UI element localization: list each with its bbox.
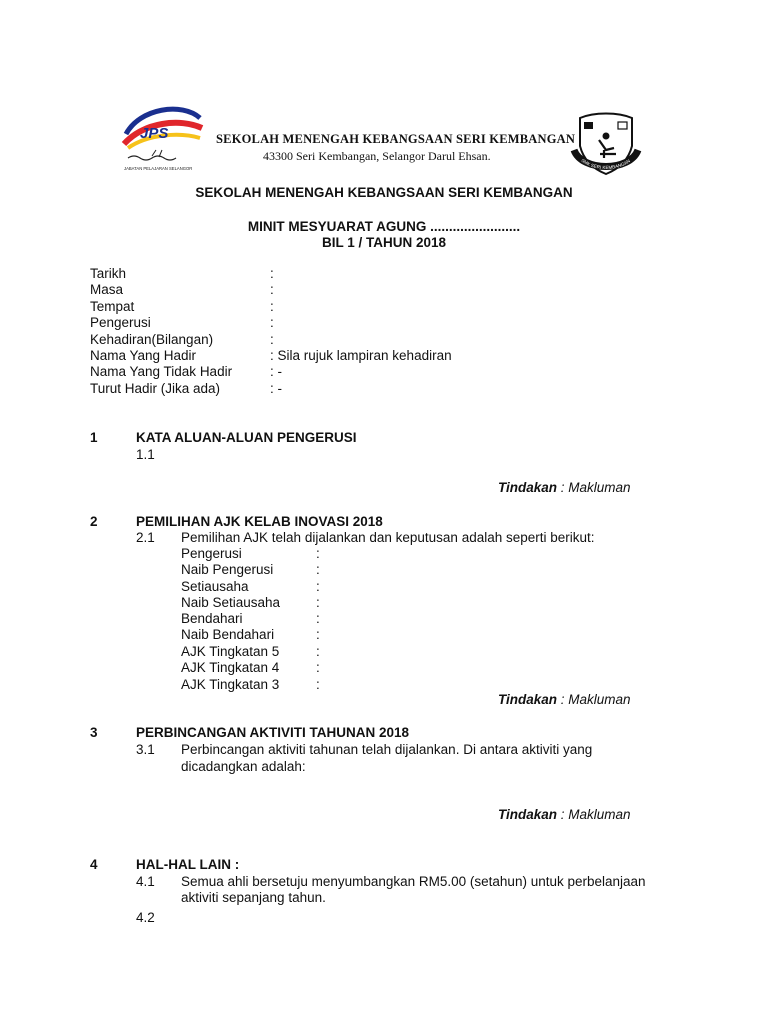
crest-ring-text: SMK SERI KEMBANGAN bbox=[580, 157, 632, 171]
role-label: AJK Tingkatan 4 bbox=[181, 660, 280, 675]
item-text: Pemilihan AJK telah dijalankan dan keputusan adalah seperti berikut: bbox=[181, 530, 595, 545]
item-text-continued: aktiviti sepanjang tahun. bbox=[181, 890, 326, 905]
item-number: 3.1 bbox=[136, 742, 155, 757]
role-colon: : bbox=[316, 546, 320, 561]
jps-logo-caption: JABATAN PELAJARAN SELANGOR bbox=[124, 166, 193, 171]
item-text-continued: dicadangkan adalah: bbox=[181, 759, 306, 774]
school-crest bbox=[566, 110, 646, 180]
item-text: Semua ahli bersetuju menyumbangkan RM5.00 (setahun) untuk perbelanjaan bbox=[181, 874, 646, 889]
role-colon: : bbox=[316, 677, 320, 692]
action-value: : Makluman bbox=[557, 807, 631, 822]
role-colon: : bbox=[316, 611, 320, 626]
role-label: Pengerusi bbox=[181, 546, 242, 561]
detail-value: : bbox=[270, 332, 274, 347]
jps-logo-text: JPS bbox=[140, 125, 169, 142]
section-number: 1 bbox=[90, 430, 98, 445]
section-title: HAL-HAL LAIN : bbox=[136, 857, 240, 872]
heading-subtitle: BIL 1 / TAHUN 2018 bbox=[321, 235, 447, 250]
detail-label: Masa bbox=[90, 282, 124, 297]
letterhead-school-name: SEKOLAH MENENGAH KEBANGSAAN SERI KEMBANGAN bbox=[216, 132, 576, 146]
detail-label: Pengerusi bbox=[90, 315, 151, 330]
role-colon: : bbox=[316, 562, 320, 577]
detail-value: : - bbox=[270, 364, 282, 379]
action-label: Tindakan bbox=[498, 692, 558, 707]
action-line bbox=[498, 692, 631, 708]
detail-label: Turut Hadir (Jika ada) bbox=[90, 381, 221, 396]
section-title: PEMILIHAN AJK KELAB INOVASI 2018 bbox=[136, 514, 383, 529]
role-colon: : bbox=[316, 627, 320, 642]
role-label: Naib Bendahari bbox=[181, 627, 275, 642]
action-value: : Makluman bbox=[557, 692, 631, 707]
jps-logo bbox=[120, 104, 206, 178]
item-number: 1.1 bbox=[136, 447, 155, 462]
letterhead bbox=[120, 104, 648, 184]
detail-value: : bbox=[270, 266, 274, 281]
detail-value: : bbox=[270, 282, 274, 297]
item-number: 4.1 bbox=[136, 874, 155, 889]
role-colon: : bbox=[316, 579, 320, 594]
detail-value: : Sila rujuk lampiran kehadiran bbox=[270, 348, 452, 363]
detail-value: : bbox=[270, 315, 274, 330]
role-label: AJK Tingkatan 5 bbox=[181, 644, 280, 659]
item-number: 2.1 bbox=[136, 530, 155, 545]
heading-title: MINIT MESYUARAT AGUNG ........................ bbox=[247, 219, 521, 234]
detail-label: Nama Yang Hadir bbox=[90, 348, 197, 363]
detail-label: Kehadiran(Bilangan) bbox=[90, 332, 214, 347]
action-value: : Makluman bbox=[557, 480, 631, 495]
role-colon: : bbox=[316, 644, 320, 659]
role-label: AJK Tingkatan 3 bbox=[181, 677, 280, 692]
action-label: Tindakan bbox=[498, 807, 558, 822]
detail-value: : bbox=[270, 299, 274, 314]
detail-label: Tarikh bbox=[90, 266, 127, 281]
action-line bbox=[498, 480, 631, 496]
item-text: Perbincangan aktiviti tahunan telah dijalankan. Di antara aktiviti yang bbox=[181, 742, 593, 757]
role-colon: : bbox=[316, 595, 320, 610]
heading-school: SEKOLAH MENENGAH KEBANGSAAN SERI KEMBANGAN bbox=[195, 185, 573, 200]
section-number: 4 bbox=[90, 857, 98, 872]
action-line bbox=[498, 807, 631, 823]
section-title: KATA ALUAN-ALUAN PENGERUSI bbox=[136, 430, 357, 445]
action-label: Tindakan bbox=[498, 480, 558, 495]
detail-label: Nama Yang Tidak Hadir bbox=[90, 364, 233, 379]
role-label: Naib Setiausaha bbox=[181, 595, 281, 610]
section-number: 3 bbox=[90, 725, 98, 740]
role-label: Naib Pengerusi bbox=[181, 562, 274, 577]
role-label: Setiausaha bbox=[181, 579, 249, 594]
role-colon: : bbox=[316, 660, 320, 675]
detail-label: Tempat bbox=[90, 299, 135, 314]
letterhead-address: 43300 Seri Kembangan, Selangor Darul Ehsan. bbox=[263, 149, 491, 163]
role-label: Bendahari bbox=[181, 611, 243, 626]
detail-value: : - bbox=[270, 381, 282, 396]
section-title: PERBINCANGAN AKTIVITI TAHUNAN 2018 bbox=[136, 725, 410, 740]
item-number: 4.2 bbox=[136, 910, 155, 925]
section-number: 2 bbox=[90, 514, 98, 529]
